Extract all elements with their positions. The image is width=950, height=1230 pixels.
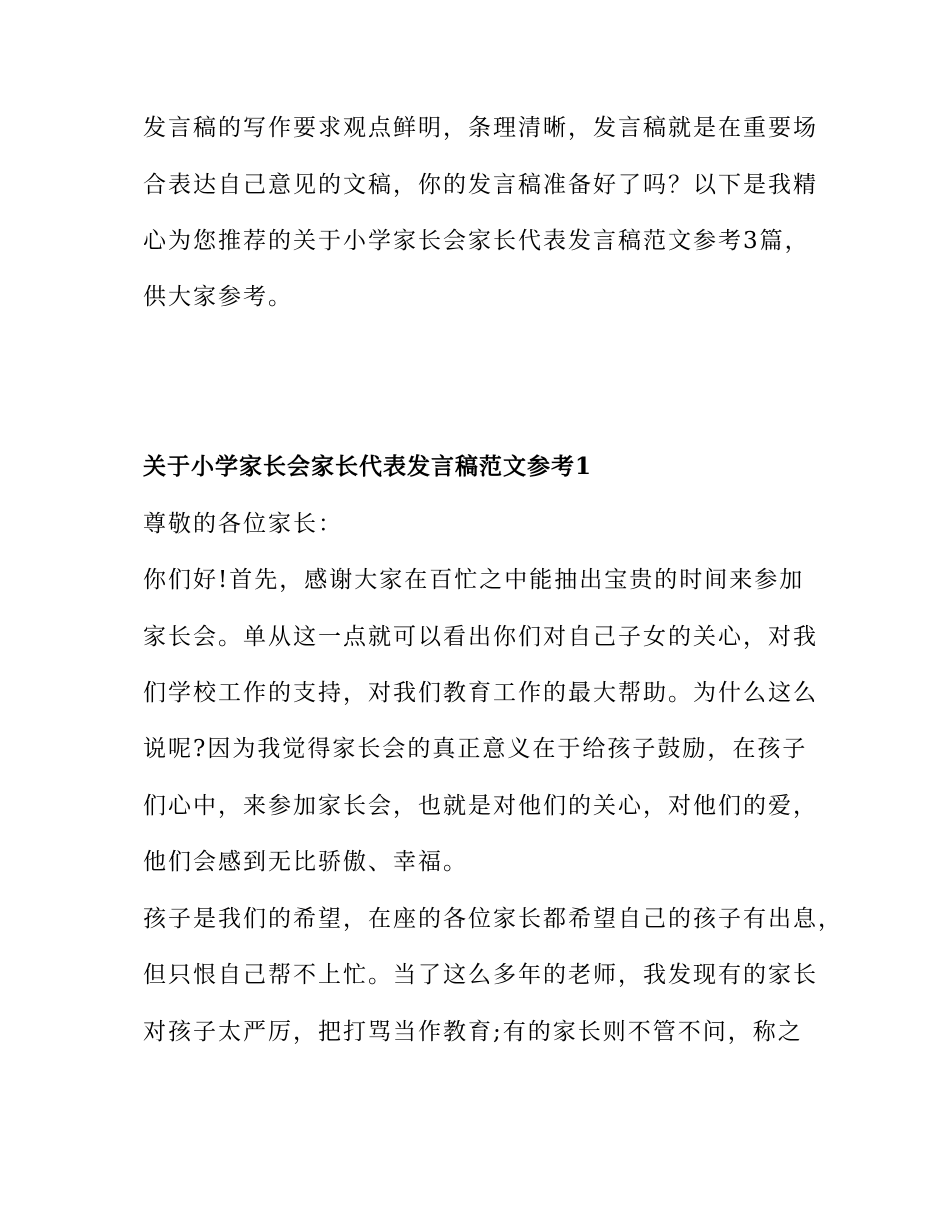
paragraph1-line-6: 他们会感到无比骄傲、幸福。 bbox=[143, 849, 468, 875]
paragraph1-line-3: 们学校工作的支持，对我们教育工作的最大帮助。为什么这么 bbox=[143, 680, 818, 706]
section-heading: 关于小学家长会家长代表发言稿范文参考1 bbox=[143, 453, 593, 480]
paragraph2-line-3: 对孩子太严厉，把打骂当作教育;有的家长则不管不问，称之 bbox=[143, 1019, 803, 1045]
paragraph1-line-2: 家长会。单从这一点就可以看出你们对自己子女的关心，对我 bbox=[143, 624, 818, 650]
intro-line-3: 心为您推荐的关于小学家长会家长代表发言稿范文参考3篇， bbox=[143, 228, 810, 254]
paragraph1-line-5: 们心中，来参加家长会，也就是对他们的关心，对他们的爱， bbox=[143, 793, 818, 819]
greeting-line: 尊敬的各位家长： bbox=[143, 511, 343, 537]
paragraph2-line-2: 但只恨自己帮不上忙。当了这么多年的老师，我发现有的家长 bbox=[143, 962, 818, 988]
paragraph2-line-1: 孩子是我们的希望，在座的各位家长都希望自己的孩子有出息， bbox=[143, 906, 843, 932]
intro-line-2: 合表达自己意见的文稿，你的发言稿准备好了吗？以下是我精 bbox=[143, 172, 818, 198]
paragraph1-line-4: 说呢?因为我觉得家长会的真正意义在于给孩子鼓励，在孩子 bbox=[143, 736, 808, 762]
paragraph1-line-1: 你们好!首先，感谢大家在百忙之中能抽出宝贵的时间来参加 bbox=[143, 567, 805, 593]
intro-line-1: 发言稿的写作要求观点鲜明，条理清晰，发言稿就是在重要场 bbox=[143, 115, 818, 141]
intro-line-4: 供大家参考。 bbox=[143, 284, 293, 310]
